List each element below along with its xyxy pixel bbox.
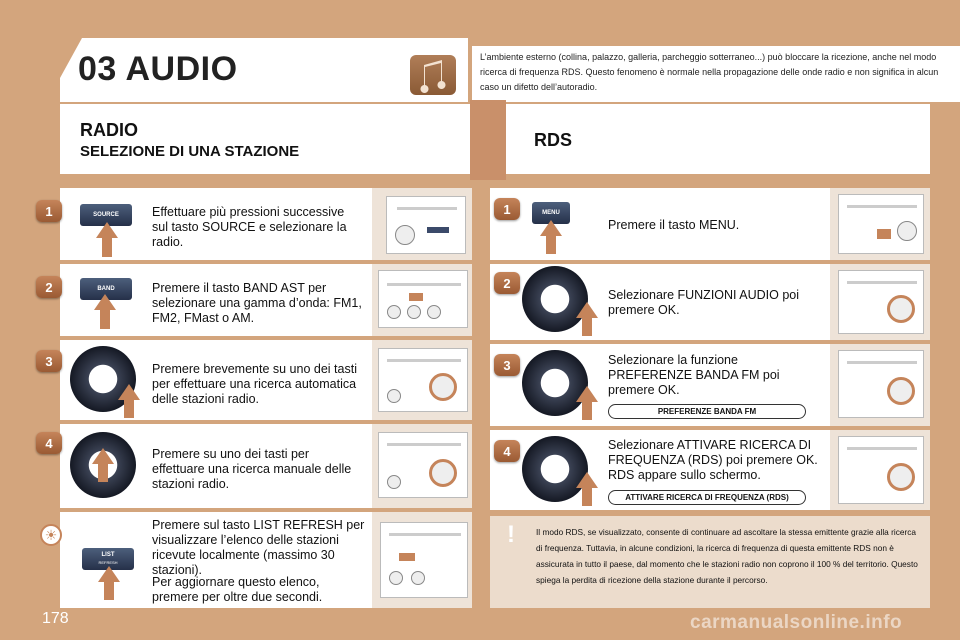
arrow-stem (546, 234, 556, 254)
radio-panel-image (378, 432, 468, 498)
page-title: 03 AUDIO (78, 50, 238, 88)
music-notes-icon (410, 55, 456, 95)
arrow-stem (582, 316, 592, 336)
radio-panel-image (838, 270, 924, 334)
direction-pad-icon[interactable] (522, 350, 588, 416)
radio-heading: RADIO (80, 120, 138, 140)
arrow-stem (98, 462, 108, 482)
arrow-stem (104, 580, 114, 600)
radio-panel-image (838, 436, 924, 504)
list-button-label: LIST (101, 552, 115, 558)
source-button[interactable]: SOURCE (80, 204, 132, 226)
sun-icon: ☀ (40, 524, 62, 546)
intro-text: L’ambiente esterno (collina, palazzo, galleria, parcheggio sotterraneo...) può bloccare la ricezione, anche nel modo ricerca di frequenza RDS. Questo fenomeno è normale nella propagazione delle onde radio e non significa in alcun caso un difetto dell’autoradio. (480, 52, 939, 92)
right-step-2-text: Selezionare FUNZIONI AUDIO poi premere OK. (608, 288, 800, 317)
radio-subheading: SELEZIONE DI UNA STAZIONE (80, 143, 300, 160)
page-number: 178 (42, 610, 69, 627)
menu-button[interactable]: MENU (532, 202, 570, 224)
exclamation-icon: ! (507, 521, 515, 548)
left-tip-text-2: Per aggiornare questo elenco, premere per oltre due secondi. (152, 575, 323, 604)
step-number: 3 (36, 350, 62, 372)
left-tip-text: Premere sul tasto LIST REFRESH per visualizzare l’elenco delle stazioni ricevute localmente (massimo 30 stazioni). (152, 518, 365, 577)
arrow-stem (124, 398, 134, 418)
step-number: 3 (494, 354, 520, 376)
step-number: 1 (494, 198, 520, 220)
step-number: 4 (494, 440, 520, 462)
refresh-button-label: REFRESH (98, 560, 118, 565)
arrow-stem (582, 400, 592, 420)
watermark: carmanualsonline.info (690, 612, 903, 633)
radio-panel-image (380, 522, 468, 598)
step-number: 2 (36, 276, 62, 298)
right-step-3-text: Selezionare la funzione PREFERENZE BANDA FM poi premere OK. (608, 353, 780, 397)
arrow-up-icon (94, 294, 116, 310)
band-button[interactable]: BAND (80, 278, 132, 300)
radio-panel-image (838, 350, 924, 418)
left-step-3-text: Premere brevemente su uno dei tasti per effettuare una ricerca automatica delle stazioni radio. (152, 362, 357, 406)
warning-text: Il modo RDS, se visualizzato, consente di continuare ad ascoltare la stessa emittente grazie alla ricerca di frequenza. Tuttavia, in alcune condizioni, la ricerca di frequenza di questa emittente RDS non è assicurata in tutto il paese, dal momento che le stazioni radio non coprono il 100 % del territorio. Questo spiega la perdita di ricezione della stazione durante il percorso. (536, 527, 918, 585)
direction-pad-icon[interactable] (522, 266, 588, 332)
attivare-ricerca-label: ATTIVARE RICERCA DI FREQUENZA (RDS) (608, 490, 806, 505)
radio-panel-image (386, 196, 466, 254)
radio-panel-image (378, 348, 468, 412)
direction-pad-icon[interactable] (522, 436, 588, 502)
step-number: 4 (36, 432, 62, 454)
step-number: 1 (36, 200, 62, 222)
arrow-up-icon (96, 222, 118, 238)
radio-panel-image (838, 194, 924, 254)
rds-heading: RDS (534, 130, 573, 150)
ribbon-divider (470, 100, 506, 180)
arrow-stem (102, 237, 112, 257)
step-number: 2 (494, 272, 520, 294)
left-step-2-text: Premere il tasto BAND AST per selezionare una gamma d’onda: FM1, FM2, FMast o AM. (152, 281, 362, 325)
preferenze-banda-fm-label: PREFERENZE BANDA FM (608, 404, 806, 419)
left-step-1-text: Effettuare più pressioni successive sul tasto SOURCE e selezionare la radio. (152, 205, 347, 249)
right-step-4-text: Selezionare ATTIVARE RICERCA DI FREQUENZA (RDS) poi premere OK. RDS appare sullo schermo. (608, 438, 818, 482)
left-step-4-text: Premere su uno dei tasti per effettuare una ricerca manuale delle stazioni radio. (152, 447, 352, 491)
arrow-stem (100, 309, 110, 329)
radio-panel-image (378, 270, 468, 328)
right-step-1-text: Premere il tasto MENU. (608, 218, 740, 232)
arrow-stem (582, 486, 592, 506)
